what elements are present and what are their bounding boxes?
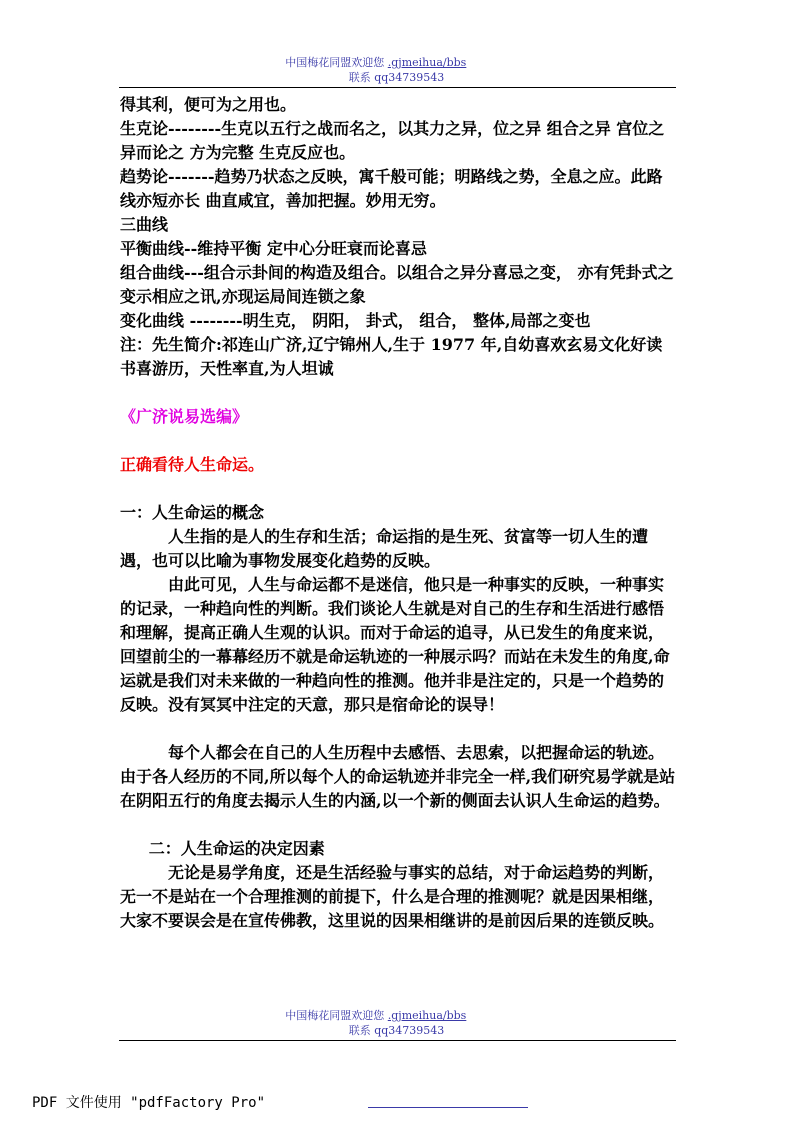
paragraph: 平衡曲线--维持平衡 定中心分旺衰而论喜忌 bbox=[120, 239, 427, 258]
paragraph: 生克论--------生克以五行之战而名之，以其力之异，位之异 组合之异 宫位之异而论之 方为完整 生克反应也。 bbox=[120, 119, 665, 162]
header-contact: 联系 qq34739543 bbox=[348, 71, 445, 84]
paragraph: 每个人都会在自己的人生历程中去感悟、去思索，以把握命运的轨迹。由于各人经历的不同,所以每个人的命运轨迹并非完全一样,我们研究易学就是站在阴阳五行的角度去揭示人生的内涵,以一个新的侧面去认识人生命运的趋势。 bbox=[120, 743, 676, 810]
document-body bbox=[120, 93, 676, 933]
paragraph: 无论是易学角度，还是生活经验与事实的总结，对于命运趋势的判断，无一不是站在一个合理推测的前提下，什么是合理的推测呢？就是因果相继，大家不要误会是在宣传佛教，这里说的因果相继讲的是前因后果的连锁反映。 bbox=[120, 863, 665, 930]
section-title: 正确看待人生命运。 bbox=[120, 455, 265, 474]
pdf-footer-text: PDF 文件使用 "pdfFactory Pro" bbox=[32, 1095, 266, 1111]
paragraph: 趋势论-------趋势乃状态之反映，寓千般可能；明路线之势，全息之应。此路线亦短亦长 曲直咸宜，善加把握。妙用无穷。 bbox=[120, 167, 663, 210]
header-line-1 bbox=[0, 55, 793, 70]
book-title: 《广济说易选编》 bbox=[120, 407, 249, 426]
subheading: 二：人生命运的决定因素 bbox=[148, 839, 325, 858]
paragraph: 三曲线 bbox=[120, 215, 169, 234]
paragraph: 人生指的是人的生存和生活；命运指的是生死、贫富等一切人生的遭遇，也可以比喻为事物发展变化趋势的反映。 bbox=[120, 527, 649, 570]
header-link[interactable]: .gjmeihua/bbs bbox=[387, 56, 467, 69]
subheading: 一：人生命运的概念 bbox=[120, 503, 265, 522]
page-footer-header bbox=[0, 1008, 793, 1038]
page-header bbox=[0, 55, 793, 85]
header-rule bbox=[119, 87, 676, 88]
paragraph: 得其利，便可为之用也。 bbox=[120, 95, 297, 114]
paragraph: 变化曲线 --------明生克， 阴阳， 卦式， 组合， 整体,局部之变也 bbox=[120, 311, 591, 330]
pdf-footer-link-line bbox=[368, 1107, 528, 1108]
paragraph: 注：先生简介:祁连山广济,辽宁锦州人,生于 1977 年,自幼喜欢玄易文化好读书喜游历，天性率直,为人坦诚 bbox=[120, 335, 663, 378]
paragraph: 组合曲线---组合示卦间的构造及组合。以组合之异分喜忌之变， 亦有凭卦式之变示相应之讯,亦现运局间连锁之象 bbox=[120, 263, 674, 306]
footer-welcome: 中国梅花同盟欢迎您 bbox=[285, 1009, 388, 1022]
footer-contact: 联系 qq34739543 bbox=[348, 1024, 445, 1037]
footer-rule bbox=[119, 1040, 676, 1041]
footer-line-1 bbox=[0, 1008, 793, 1023]
header-welcome: 中国梅花同盟欢迎您 bbox=[285, 56, 388, 69]
footer-link[interactable]: .gjmeihua/bbs bbox=[387, 1009, 467, 1022]
paragraph: 由此可见，人生与命运都不是迷信，他只是一种事实的反映，一种事实的记录，一种趋向性的判断。我们谈论人生就是对自己的生存和生活进行感悟和理解，提高正确人生观的认识。而对于命运的追寻，从已发生的角度来说，回望前尘的一幕幕经历不就是命运轨迹的一种展示吗？而站在未发生的角度,命运就是我们对未来做的一种趋向性的推测。他并非是注定的，只是一个趋势的反映。没有冥冥中注定的天意，那只是宿命论的误导！ bbox=[120, 575, 670, 714]
